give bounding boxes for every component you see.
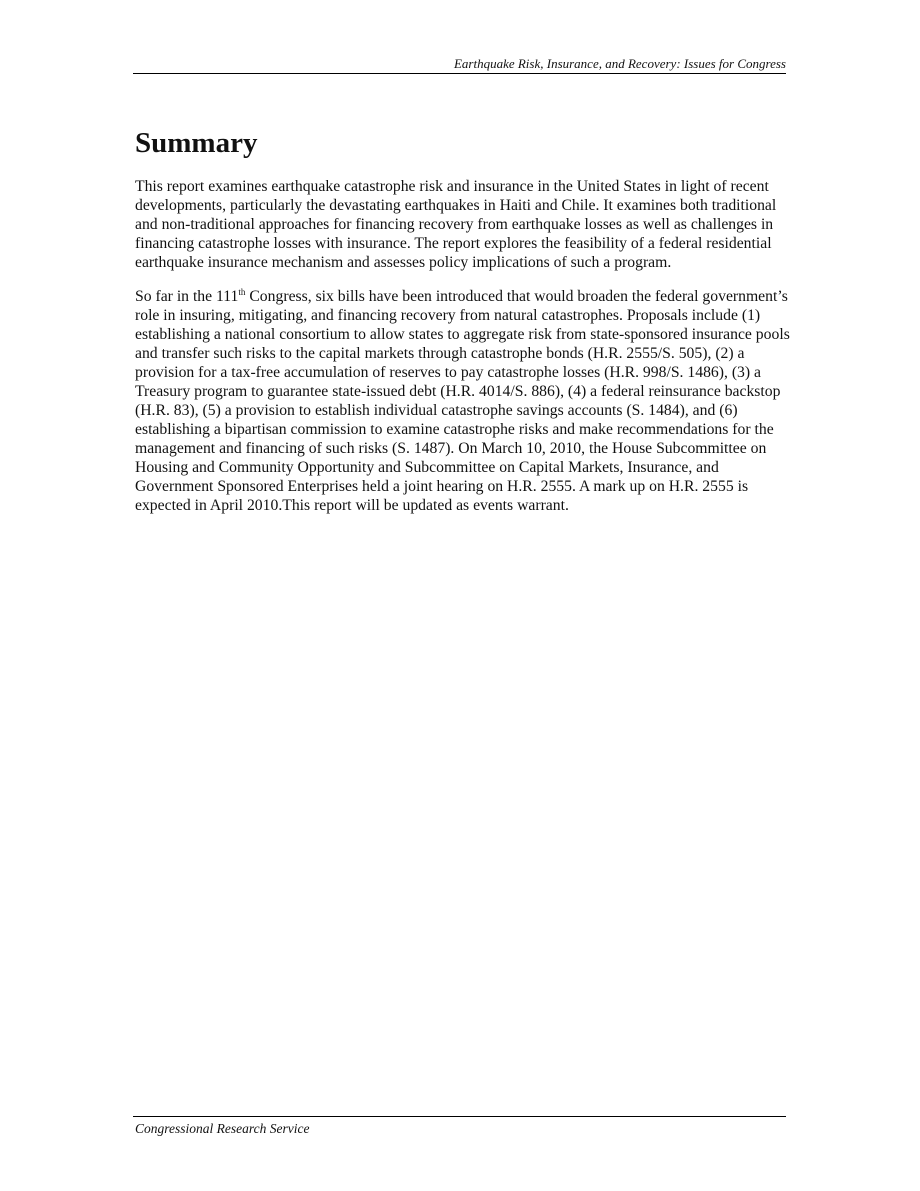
summary-paragraph-2 [135,287,790,515]
section-title: Summary [135,127,258,159]
summary-paragraph-1: This report examines earthquake catastrophe risk and insurance in the United States in light of recent developments, particularly the devastating earthquakes in Haiti and Chile. It examines both traditional and non-traditional approaches for financing recovery from earthquake losses as well as challenges in financing catastrophe losses with insurance. The report explores the feasibility of a federal residential earthquake insurance mechanism and assesses policy implications of such a program. [135,178,777,271]
header-rule [133,73,786,74]
summary-body [135,177,790,530]
paragraph-2-rest: Congress, six bills have been introduced that would broaden the federal government’s role in insuring, mitigating, and financing recovery from natural catastrophes. Proposals include (1) establishing a national consortium to allow states to aggregate risk from state-sponsored insurance pools and transfer such risks to the capital markets through catastrophe bonds (H.R. 2555/S. 505), (2) a provision for a tax-free accumulation of reserves to pay catastrophe losses (H.R. 998/S. 1486), (3) a Treasury program to guarantee state-issued debt (H.R. 4014/S. 886), (4) a federal reinsurance backstop (H.R. 83), (5) a provision to establish individual catastrophe savings accounts (S. 1484), and (6) establishing a bipartisan commission to examine catastrophe risks and make recommendations for the management and financing of such risks (S. 1487). On March 10, 2010, the House Subcommittee on Housing and Community Opportunity and Subcommittee on Capital Markets, Insurance, and Government Sponsored Enterprises held a joint hearing on H.R. 2555. A mark up on H.R. 2555 is expected in April 2010.This report will be updated as events warrant. [135,288,790,514]
running-footer: Congressional Research Service [135,1121,310,1136]
running-header: Earthquake Risk, Insurance, and Recovery: Issues for Congress [453,56,786,71]
ordinal-superscript: th [238,287,246,297]
paragraph-2-lead: So far in the 111 [135,288,239,305]
footer-rule [133,1116,786,1117]
